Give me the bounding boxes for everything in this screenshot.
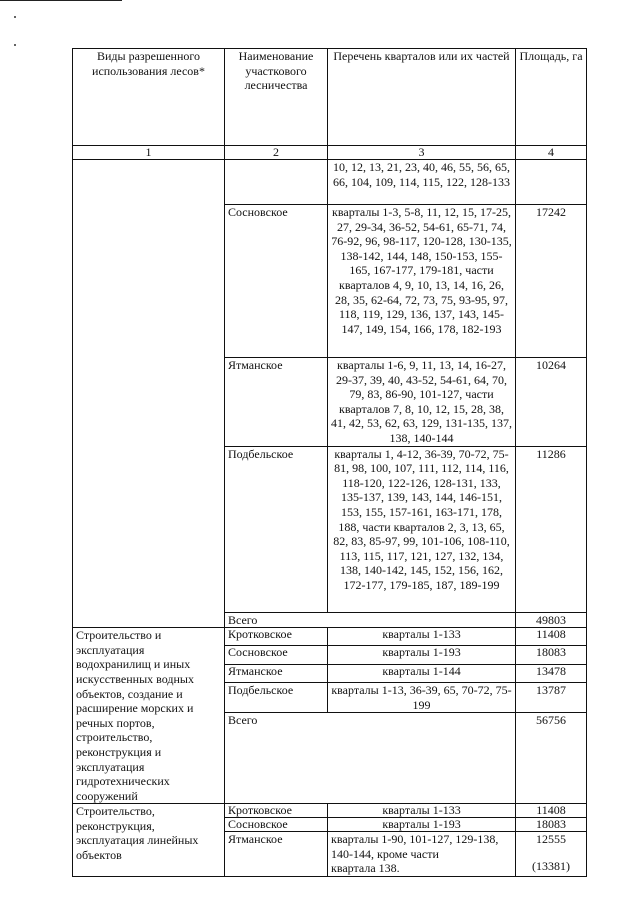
quarters-cell: кварталы 1-144 [328,664,516,682]
quarters-cell: кварталы 1-13, 36-39, 65, 70-72, 75-199 [328,683,516,713]
scan-speck [14,44,16,46]
forestry-cell: Кротковское [225,804,328,818]
table-row [73,804,587,818]
forestry-cell: Сосновское [225,205,328,358]
quarters-cell: кварталы 1-3, 5-8, 11, 12, 15, 17-25, 27, 29-34, 36-52, 54-61, 65-71, 74, 76-92, 96, 98-117, 120-128, 130-135, 138-142, 144, 148, 150-153, 155-165, 167-177, 179-181, части кварталов 4, 9, 10, 13, 14, 16, 26, 28, 35, 62-64, 72, 73, 75, 93-95, 97, 118, 119, 129, 136, 137, 143, 145-147, 149, 154, 166, 178, 182-193 [328,205,516,358]
area-cell: 10264 [516,358,587,447]
total-label: Всего [225,713,516,804]
area-cell: 17242 [516,205,587,358]
forest-use-table [72,48,587,877]
area-cell: 11408 [516,804,587,818]
column-number: 3 [328,146,516,160]
quarters-cell: кварталы 1-193 [328,818,516,832]
table-row [73,628,587,646]
header-quarters-list: Перечень кварталов или их частей [328,49,516,146]
area-cell: 18083 [516,646,587,664]
quarters-text: квартала 138. [331,861,400,876]
use-type-cell: Строительство, реконструкция, эксплуатация линейных объектов [73,804,225,877]
quarters-cell [328,832,516,877]
quarters-cell: кварталы 1-6, 9, 11, 13, 14, 16-27, 29-37, 39, 40, 43-52, 54-61, 64, 70, 79, 83, 86-90, 101-127, части кварталов 7, 8, 10, 12, 15, 28, 38, 41, 42, 53, 62, 63, 129, 131-135, 137, 138, 140-144 [328,358,516,447]
quarters-cell: кварталы 1-193 [328,646,516,664]
table-header-row [73,49,587,146]
quarters-cell: кварталы 1-133 [328,804,516,818]
total-label: Всего [225,612,516,628]
total-area: 56756 [516,713,587,804]
area-cell: 18083 [516,818,587,832]
forestry-cell [225,160,328,205]
area-cell: 11408 [516,628,587,646]
forestry-cell: Сосновское [225,646,328,664]
scan-speck [14,16,16,18]
quarters-cell: 10, 12, 13, 21, 23, 40, 46, 55, 56, 65, 66, 104, 109, 114, 115, 122, 128-133 [328,160,516,205]
area-value-alt: (13381) [532,858,570,873]
forestry-cell: Кротковское [225,628,328,646]
forestry-cell: Ятманское [225,358,328,447]
use-type-cell [73,160,225,628]
use-type-cell: Строительство и эксплуатация водохранилищ и иных искусственных водных объектов, создание и расширение морских и речных портов, строительство, реконструкция и эксплуатация гидротехнических сооружений [73,628,225,804]
forestry-cell: Сосновское [225,818,328,832]
forestry-cell: Подбельское [225,446,328,612]
column-number: 2 [225,146,328,160]
table-row [73,160,587,205]
column-number: 1 [73,146,225,160]
area-cell [516,832,587,877]
quarters-cell: кварталы 1, 4-12, 36-39, 70-72, 75-81, 98, 100, 107, 111, 112, 114, 116, 118-120, 122-126, 128-131, 133, 135-137, 139, 143, 144, 146-151, 153, 155, 157-161, 163-171, 178, 188, части кварталов 2, 3, 13, 65, 82, 83, 85-97, 99, 101-106, 108-110, 113, 115, 117, 121, 127, 132, 134, 138, 140-142, 145, 152, 156, 162, 172-177, 179-185, 187, 189-199 [328,446,516,612]
header-use-type: Виды разрешенного использования лесов* [73,49,225,146]
column-number: 4 [516,146,587,160]
header-area: Площадь, га [516,49,587,146]
area-cell: 13787 [516,683,587,713]
forestry-cell: Подбельское [225,683,328,713]
forestry-cell: Ятманское [225,664,328,682]
area-cell: 13478 [516,664,587,682]
area-cell [516,160,587,205]
header-forestry-name: Наименование участкового лесничества [225,49,328,146]
page-top-rule [0,0,122,1]
column-number-row [73,146,587,160]
quarters-text: кварталы 1-90, 101-127, 129-138, 140-144, кроме части [331,832,499,861]
area-cell: 11286 [516,446,587,612]
total-area: 49803 [516,612,587,628]
forestry-cell: Ятманское [225,832,328,877]
area-value: 12555 [536,832,566,847]
quarters-cell: кварталы 1-133 [328,628,516,646]
